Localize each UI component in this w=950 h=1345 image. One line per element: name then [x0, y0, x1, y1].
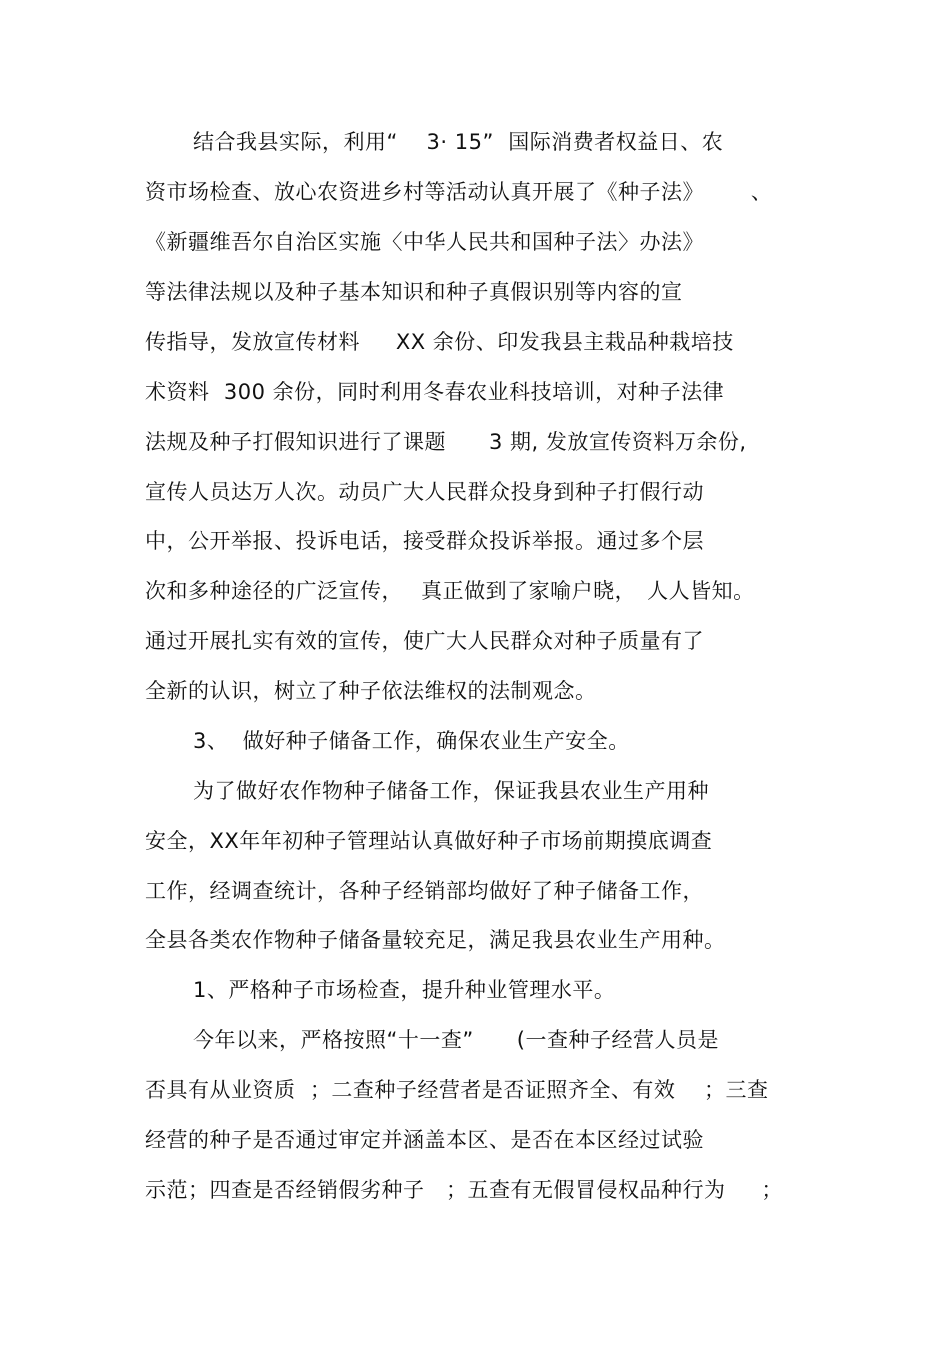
text-line-5: 传指导，发放宣传材料 XX 余份、印发我县主栽品种栽培技	[145, 330, 734, 354]
text-line-11: 通过开展扎实有效的宣传，使广大人民群众对种子质量有了	[145, 629, 704, 653]
text-line-6: 术资料 300 余份，同时利用冬春农业科技培训，对种子法律	[145, 380, 725, 404]
text-line-21: 经营的种子是否通过审定并涵盖本区、是否在本区经过试验	[145, 1128, 704, 1152]
text-line-17: 全县各类农作物种子储备量较充足，满足我县农业生产用种。	[145, 928, 726, 952]
text-line-16: 工作，经调查统计，各种子经销部均做好了种子储备工作，	[145, 879, 704, 903]
text-line-22: 示范；四查是否经销假劣种子 ；五查有无假冒侵权品种行为 ；	[145, 1178, 783, 1202]
text-line-15: 安全，XX年年初种子管理站认真做好种子市场前期摸底调查	[145, 829, 713, 853]
text-line-14: 为了做好农作物种子储备工作，保证我县农业生产用种	[193, 779, 709, 803]
text-line-10: 次和多种途径的广泛宣传， 真正做到了家喻户晓， 人人皆知。	[145, 579, 755, 603]
section-heading-1: 1、严格种子市场检查，提升种业管理水平。	[193, 978, 616, 1002]
text-line-1: 结合我县实际，利用“ 3· 15” 国际消费者权益日、农	[193, 130, 724, 154]
text-line-3: 《新疆维吾尔自治区实施〈中华人民共和国种子法〉办法》	[145, 230, 704, 254]
text-line-20: 否具有从业资质 ；二查种子经营者是否证照齐全、有效 ；三查	[145, 1078, 769, 1102]
text-line-12: 全新的认识，树立了种子依法维权的法制观念。	[145, 679, 597, 703]
section-heading-3: 3、 做好种子储备工作，确保农业生产安全。	[193, 729, 630, 753]
text-line-9: 中，公开举报、投诉电话，接受群众投诉举报。通过多个层	[145, 529, 704, 553]
text-line-8: 宣传人员达万人次。动员广大人民群众投身到种子打假行动	[145, 480, 704, 504]
text-line-4: 等法律法规以及种子基本知识和种子真假识别等内容的宣	[145, 280, 683, 304]
text-line-7: 法规及种子打假知识进行了课题 3 期, 发放宣传资料万余份,	[145, 430, 747, 454]
text-line-19: 今年以来，严格按照“十一查” (一查种子经营人员是	[193, 1028, 719, 1052]
text-line-2: 资市场检查、放心农资进乡村等活动认真开展了《种子法》 、	[145, 180, 773, 204]
